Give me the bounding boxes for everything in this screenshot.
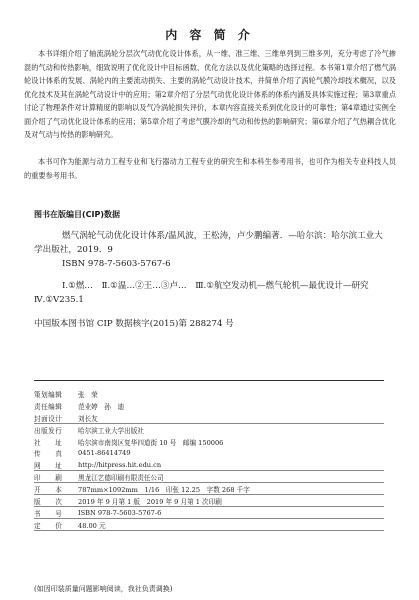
cip-main-entry: 燃气涡轮气动优化设计体系/温风波，王松涛，卢少鹏编著．—哈尔滨：哈尔滨工业大学出版社，2019．9 (34, 231, 383, 255)
credits-label: 策划编辑 (34, 390, 63, 399)
credits-value: ISBN 978-7-5603-5767-6 (78, 508, 162, 517)
quality-notice: (如因印装质量问题影响阅读，我社负责调换) (34, 585, 173, 593)
credits-divider (34, 380, 384, 381)
cip-record-number: 中国版本图书馆 CIP 数据核字(2015)第 288274 号 (34, 319, 234, 329)
credits-label: 网 址 (34, 462, 63, 471)
credits-row (34, 412, 384, 424)
credits-row (34, 495, 384, 507)
credits-label: 开 本 (34, 486, 63, 495)
credits-row (34, 400, 384, 412)
credits-label: 封面设计 (34, 414, 63, 423)
credits-value: 哈尔滨工业大学出版社 (78, 426, 144, 435)
credits-row (34, 471, 384, 483)
credits-value: 张 荣 (78, 390, 98, 399)
credits-value: 48.00 元 (78, 521, 106, 530)
credits-label: 责任编辑 (34, 402, 63, 411)
credits-value: 0451-86414749 (78, 449, 131, 458)
credits-value: 范业婷 孙 迪 (78, 402, 125, 411)
credits-label: 印 刷 (34, 474, 63, 483)
credits-row (34, 459, 384, 471)
credits-value: 刘长友 (78, 414, 98, 423)
credits-label: 社 址 (34, 438, 63, 447)
credits-value: 787mm×1092mm 1/16 印张 12.25 字数 268 千字 (78, 486, 250, 495)
cip-isbn: ISBN 978-7-5603-5767-6 (62, 259, 171, 269)
credits-row (34, 507, 384, 519)
credits-value: http://hitpress.hit.edu.cn (78, 461, 162, 470)
credits-row (34, 388, 384, 400)
credits-row (34, 424, 384, 436)
summary-paragraph-1: 本书详细介绍了轴流涡轮分层次气动优化设计体系，从一维、准三维、三维单列到三维多列，充分考虑了冷气掺混的气动和传热影响，细致说明了优化设计中目标函数、优化方法以及优化策略的选择过程。本书第1章介绍了燃气涡轮设计体系的发展、涡轮内的主要流动损失、主要的涡轮气动设计技术，并简单介绍了涡轮气膜冷却技术概况，以及优化技术及其在涡轮气动设计中的应用；第2章介绍了分层气动优化设计体系的体系内涵及具体实施过程；第3章重点讨论了物理条件对计算精度的影响以及气冷涡轮损失评价，本章内容直接关系到优化设计的可靠性；第4章通过实例全面介绍了气动优化设计体系的应用；第5章介绍了考虑气膜冷却的气动和传热的影响研究；第6章介绍了气热耦合优化及对气动与传热的影响研究。 (24, 49, 396, 139)
cip-classification: Ⅰ.①燃… Ⅱ.①温…②王…③卢… Ⅲ.①航空发动机—燃气轮机—最优设计—研究 Ⅳ.①V235.1 (34, 281, 378, 305)
credits-label: 版 次 (34, 497, 63, 506)
credits-row (34, 447, 384, 459)
summary-title: 内 容 简 介 (165, 28, 254, 42)
credits-row (34, 436, 384, 448)
credits-value: 黑龙江艺德印刷有限责任公司 (78, 474, 164, 483)
credits-value: 哈尔滨市南岗区复华四道街 10 号 邮编 150006 (78, 438, 224, 447)
cip-heading: 图书在版编目(CIP)数据 (34, 210, 121, 219)
credits-label: 出版发行 (34, 426, 63, 435)
credits-value: 2019 年 9 月第 1 版 2019 年 9 月第 1 次印刷 (78, 497, 222, 506)
credits-label: 定 价 (34, 521, 63, 530)
credits-table (34, 388, 384, 531)
credits-row (34, 483, 384, 495)
credits-label: 书 号 (34, 509, 63, 518)
summary-paragraph-2: 本书可作为能源与动力工程专业和飞行器动力工程专业的研究生和本科生参考用书，也可作为相关专业科技人员的重要参考用书。 (24, 157, 396, 180)
credits-row (34, 519, 384, 531)
credits-label: 传 真 (34, 450, 63, 459)
